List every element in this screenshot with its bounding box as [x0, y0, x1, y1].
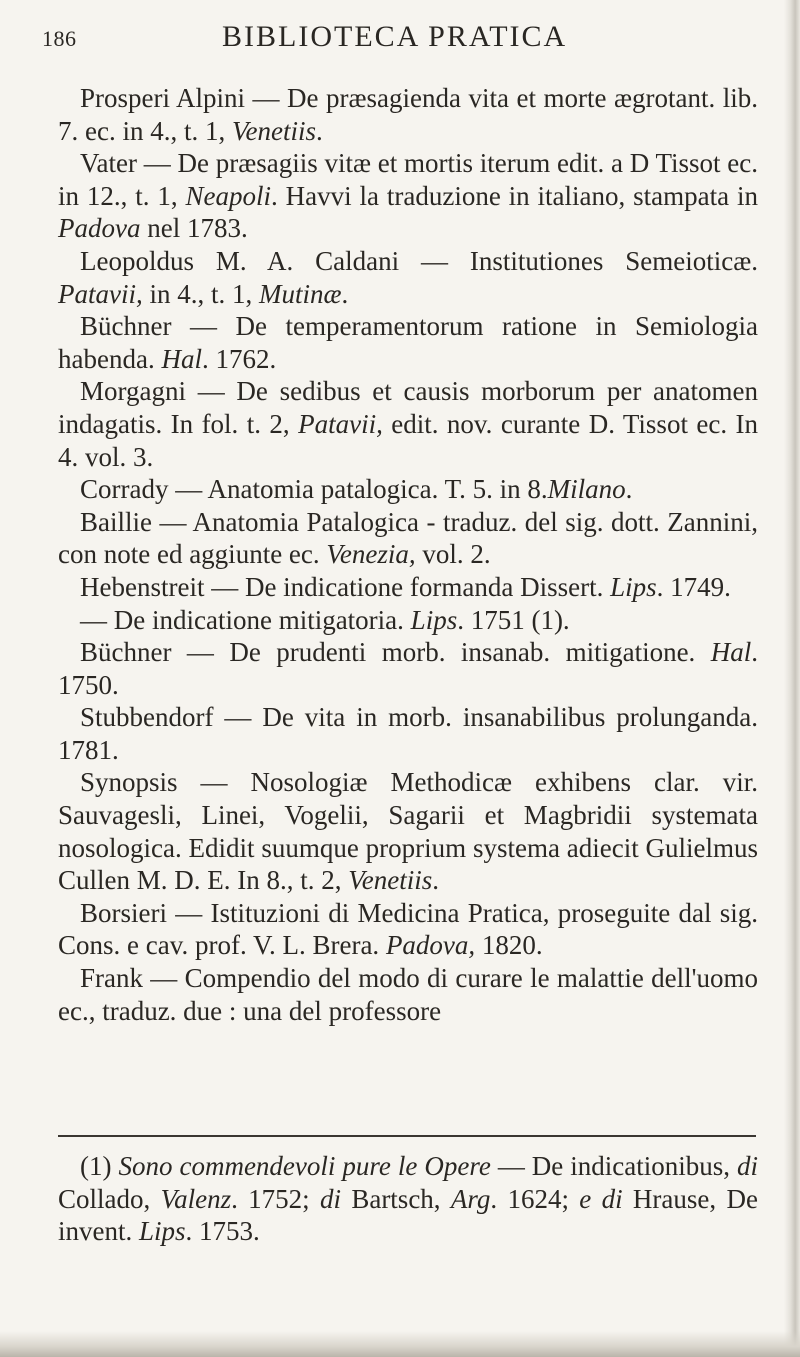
- text-run: edit. nov. curante D. Tissot ec. In 4. vol. 3.: [58, 408, 758, 472]
- bibliography-entry: [58, 310, 758, 375]
- text-run: Borsieri — Istituzioni di Medicina Pratica, proseguite dal sig. Cons. e cav. prof. V. L. Brera.: [58, 897, 758, 961]
- italic-text: Patavii,: [58, 278, 143, 309]
- text-run: vol. 2.: [415, 539, 491, 570]
- text-run: Vater — De præsagiis vitæ et mortis iterum edit. a D Tissot ec. in 12., t. 1,: [58, 148, 758, 211]
- text-run: Collado,: [58, 1183, 161, 1214]
- text-run: Stubbendorf — De vita in morb. insanabilibus prolunganda. 1781.: [58, 702, 758, 765]
- text-run: nel 1783.: [140, 213, 248, 244]
- italic-text: di: [319, 1183, 341, 1214]
- text-run: Synopsis — Nosologiæ Methodicæ exhibens clar. vir. Sauvagesli, Linei, Vogelii, Sagarii et Magbridii systemata nosologica. Edidit suumque proprium systema adiecit Gulielmus Cullen M. D. E. In 8., t. 2,: [58, 767, 758, 896]
- text-run: — De indicatione mitigatoria.: [80, 604, 411, 635]
- italic-text: Patavii,: [298, 408, 383, 439]
- text-run: . 1762.: [201, 343, 277, 374]
- text-run: .: [625, 474, 633, 505]
- italic-text: Sono commendevoli pure le Opere: [118, 1151, 491, 1181]
- bibliography-entry: [58, 766, 758, 896]
- footnote-divider: [58, 1135, 756, 1137]
- page-number: 186: [42, 26, 77, 51]
- page-edge-shadow: [784, 0, 800, 1357]
- text-run: Baillie — Anatomia Patalogica - traduz. del sig. dott. Zannini, con note ed aggiunte ec.: [58, 506, 758, 570]
- italic-text: Venetiis: [348, 865, 433, 896]
- text-run: Frank — Compendio del modo di curare le malattie dell'uomo ec., traduz. due : una del professore: [58, 963, 758, 1026]
- bibliography-entry: [58, 701, 758, 766]
- text-run: .: [341, 278, 349, 309]
- page-header: [42, 12, 762, 52]
- italic-text: Milano: [547, 474, 626, 505]
- italic-text: Hal: [161, 343, 202, 374]
- text-run: Büchner — De prudenti morb. insanab. mitigatione.: [80, 637, 711, 668]
- italic-text: Arg: [450, 1183, 491, 1214]
- text-run: (1): [80, 1151, 119, 1181]
- italic-text: Venezia,: [326, 539, 416, 570]
- text-run: in 4., t. 1,: [142, 278, 259, 309]
- text-run: . 1752;: [231, 1183, 320, 1214]
- italic-text: Neapoli: [185, 180, 272, 211]
- italic-text: Venetiis: [231, 115, 316, 146]
- bibliography-entry: [58, 473, 758, 506]
- bibliography-entry: [58, 636, 758, 701]
- text-run: Hebenstreit — De indicatione formanda Dissert.: [80, 571, 611, 602]
- text-run: . 1750.: [58, 637, 758, 700]
- text-run: Büchner — De temperamentorum ratione in Semiologia habenda.: [58, 311, 758, 374]
- bibliography-entry: [58, 375, 758, 473]
- text-run: Leopoldus M. A. Caldani — Institutiones Semeioticæ.: [80, 245, 758, 276]
- italic-text: Lips: [610, 571, 657, 602]
- bibliography-entry: [58, 82, 758, 147]
- text-run: Morgagni — De sedibus et causis morborum per anatomen indagatis. In fol. t. 2,: [58, 376, 758, 439]
- text-run: Prosperi Alpini — De præsagienda vita et morte ægrotant. lib. 7. ec. in 4., t. 1,: [58, 83, 758, 146]
- bibliography-entry: [58, 245, 758, 310]
- text-run: Hrause, De invent.: [58, 1183, 758, 1247]
- italic-text: Padova,: [385, 930, 476, 961]
- text-run: . Havvi la traduzione in italiano, stampata in: [271, 180, 758, 211]
- italic-text: e di: [579, 1183, 623, 1214]
- bibliography-entry: [58, 604, 758, 637]
- text-run: . 1749.: [656, 571, 731, 602]
- text-run: . 1753.: [185, 1216, 260, 1247]
- text-run: 1820.: [475, 930, 543, 961]
- text-run: . 1751 (1).: [457, 604, 570, 635]
- bibliography-list: [58, 82, 758, 1027]
- italic-text: Mutinæ: [259, 278, 342, 309]
- text-run: Bartsch,: [341, 1183, 451, 1214]
- text-run: Corrady — Anatomia patalogica. T. 5. in 8.: [80, 474, 548, 505]
- text-run: — De indicationibus,: [490, 1151, 737, 1181]
- italic-text: di: [737, 1151, 759, 1181]
- footnote: [58, 1150, 758, 1248]
- bibliography-entry: [58, 962, 758, 1027]
- running-title: BIBLIOTECA PRATICA: [222, 20, 568, 53]
- text-run: .: [432, 865, 439, 896]
- italic-text: Valenz: [160, 1183, 232, 1214]
- bibliography-entry: [58, 897, 758, 962]
- italic-text: Hal: [710, 637, 752, 668]
- page-bottom-shadow: [0, 1331, 800, 1357]
- text-run: . 1624;: [490, 1183, 580, 1214]
- italic-text: Lips: [410, 604, 458, 635]
- bibliography-entry: [58, 571, 758, 604]
- italic-text: Lips: [139, 1216, 186, 1247]
- bibliography-entry: [58, 506, 758, 571]
- bibliography-entry: [58, 147, 758, 245]
- text-run: .: [315, 115, 323, 146]
- italic-text: Padova: [58, 213, 141, 244]
